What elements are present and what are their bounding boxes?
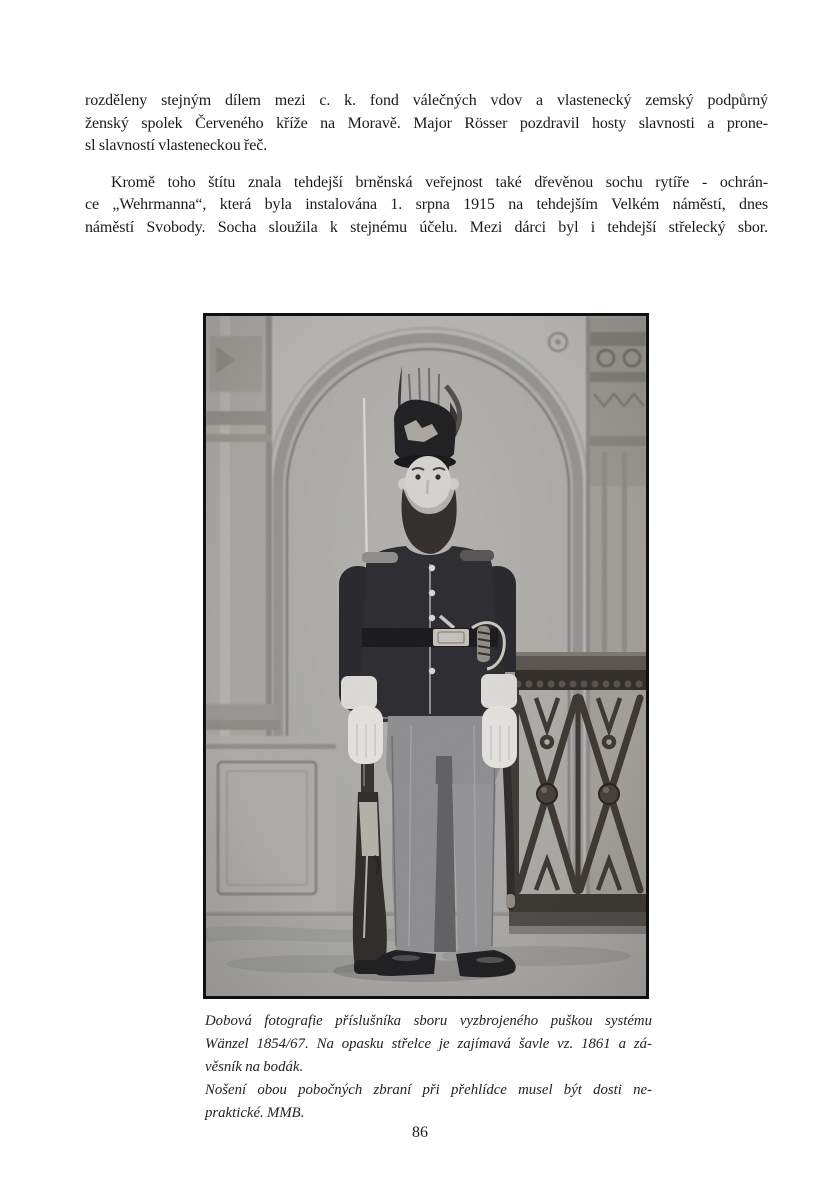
caption-line: Wänzel 1854/67. Na opasku střelce je zajímavá šavle vz. 1861 a zá- [205, 1036, 652, 1052]
paragraph-2 [85, 172, 768, 240]
photo-frame [203, 313, 649, 999]
text-line: ženský spolek Červeného kříže na Moravě. Major Rösser pozdravil hosty slavnosti a prone- [85, 114, 768, 132]
text-line: sl slavností vlasteneckou řeč. [85, 137, 268, 154]
text-line: ce „Wehrmanna“, která byla instalována 1. srpna 1915 na tehdejším Velkém náměstí, dnes [85, 196, 768, 213]
text-line: rozděleny stejným dílem mezi c. k. fond válečných vdov a vlastenecký zemský podpůrný [85, 92, 768, 109]
caption-line: Dobová fotografie příslušníka sboru vyzbrojeného puškou systému [205, 1013, 652, 1029]
photo-illustration [206, 316, 646, 996]
caption-line: věsník na bodák. [205, 1059, 304, 1075]
caption-line: praktické. MMB. [205, 1105, 305, 1121]
text-line: náměstí Svobody. Socha sloužila k stejnému účelu. Mezi dárci byl i tehdejší střelecký sbor. [85, 218, 768, 236]
text-line: Kromě toho štítu znala tehdejší brněnská veřejnost také dřevěnou sochu rytíře - ochrán- [111, 173, 768, 191]
photo-caption [205, 1010, 652, 1125]
paragraph-1 [85, 90, 768, 158]
caption-line: Nošení obou pobočných zbraní při přehlídce musel být dosti ne- [205, 1082, 652, 1098]
page-number: 86 [412, 1124, 428, 1141]
vignette [206, 316, 646, 996]
body-text [85, 90, 768, 239]
